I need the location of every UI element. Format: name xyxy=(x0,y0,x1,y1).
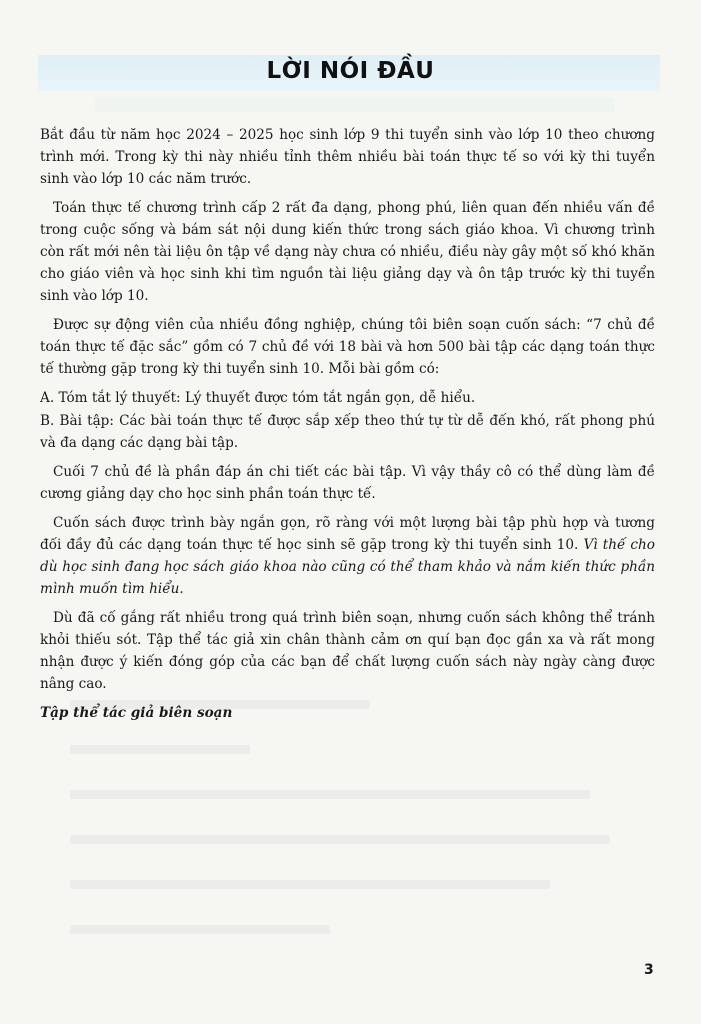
show-through-line xyxy=(70,880,550,889)
paragraph-6: Dù đã cố gắng rất nhiều trong quá trình biên soạn, nhưng cuốn sách không thể tránh khỏi thiếu sót. Tập thể tác giả xin chân thành cảm ơn quí bạn đọc gần xa và rất mong nhận được ý kiến đóng góp của các bạn để chất lượng cuốn sách này ngày càng được nâng cao. xyxy=(40,610,655,692)
paragraph-5-text: Cuốn sách được trình bày ngắn gọn, rõ ràng với một lượng bài tập phù hợp và tương đối đầy đủ các dạng toán thực tế học sinh sẽ gặp trong kỳ thi tuyển sinh 10. xyxy=(40,515,655,553)
paragraph-5 xyxy=(40,512,655,600)
page-number: 3 xyxy=(644,962,654,978)
show-through-line xyxy=(70,745,250,754)
show-through-line xyxy=(70,835,610,844)
paragraph-3: Được sự động viên của nhiều đồng nghiệp, chúng tôi biên soạn cuốn sách: “7 chủ đề toán thực tế đặc sắc” gồm có 7 chủ đề với 18 bài và hơn 500 bài tập các dạng toán thực tế thường gặp trong kỳ thi tuyển sinh 10. Mỗi bài gồm có: xyxy=(40,317,655,377)
list-item-b: B. Bài tập: Các bài toán thực tế được sắp xếp theo thứ tự từ dễ đến khó, rất phong phú và đa dạng các dạng bài tập. xyxy=(40,413,655,451)
paragraph-1: Bắt đầu từ năm học 2024 – 2025 học sinh lớp 9 thi tuyển sinh vào lớp 10 theo chương trình mới. Trong kỳ thi này nhiều tỉnh thêm nhiều bài toán thực tế so với kỳ thi tuyển sinh vào lớp 10 các năm trước. xyxy=(40,127,655,187)
show-through-line xyxy=(70,925,330,934)
paragraph-5-italic: Vì thế cho dù học sinh đang học sách giáo khoa nào cũng có thể tham khảo và nắm kiến thức phần mình muốn tìm hiểu. xyxy=(40,537,655,597)
show-through-line xyxy=(70,790,590,799)
paragraph-2: Toán thực tế chương trình cấp 2 rất đa dạng, phong phú, liên quan đến nhiều vấn đề trong cuộc sống và bám sát nội dung kiến thức trong sách giáo khoa. Vì chương trình còn rất mới nên tài liệu ôn tập về dạng này chưa có nhiều, điều này gây một số khó khăn cho giáo viên và học sinh khi tìm nguồn tài liệu giảng dạy và ôn tập trước kỳ thi tuyển sinh vào lớp 10. xyxy=(40,200,655,304)
signature: Tập thể tác giả biên soạn xyxy=(40,705,233,721)
page-title: LỜI NÓI ĐẦU xyxy=(266,58,435,84)
show-through-header xyxy=(95,98,615,112)
list-item-a: A. Tóm tắt lý thuyết: Lý thuyết được tóm tắt ngắn gọn, dễ hiểu. xyxy=(40,390,476,406)
preface-body xyxy=(40,124,655,731)
paragraph-4: Cuối 7 chủ đề là phần đáp án chi tiết các bài tập. Vì vậy thầy cô có thể dùng làm đề cương giảng dạy cho học sinh phần toán thực tế. xyxy=(40,464,655,502)
